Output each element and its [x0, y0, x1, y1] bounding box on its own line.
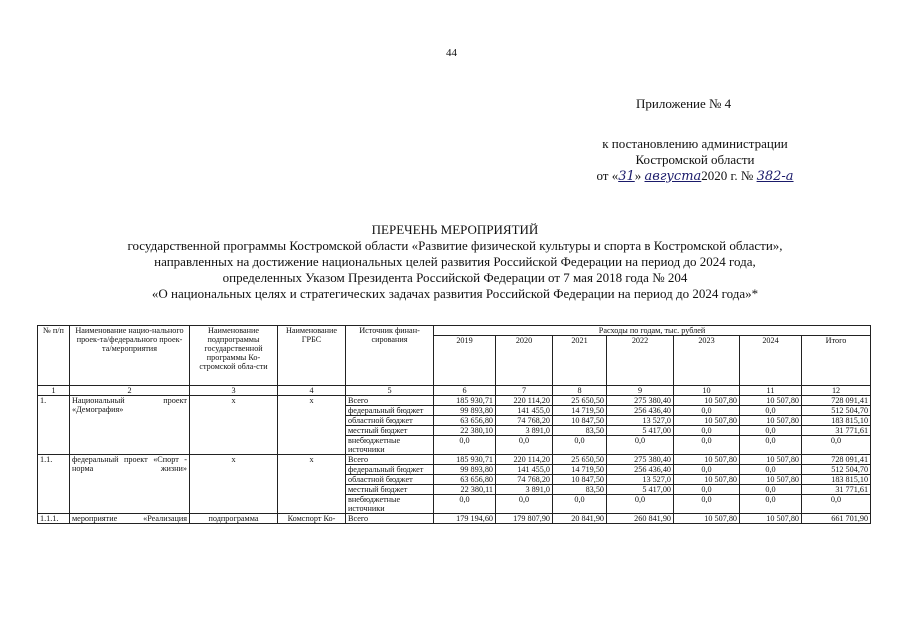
handwritten-day: 31 [618, 169, 635, 184]
total-value: 0,0 [802, 436, 871, 455]
funding-source: местный бюджет [346, 426, 434, 436]
year-value: 179 807,90 [496, 514, 553, 524]
year-value: 3 891,0 [496, 485, 553, 495]
header-year: 2023 [674, 336, 740, 386]
year-value: 10 507,80 [740, 514, 802, 524]
appendix-label: Приложение № 4 [636, 96, 732, 111]
year-value: 0,0 [740, 436, 802, 455]
year-value: 0,0 [740, 495, 802, 514]
measure-name: мероприятие «Реализация [70, 514, 190, 524]
total-value: 512 504,70 [802, 465, 871, 475]
subprogram-cell: подпрограмма [190, 514, 278, 524]
year-value: 0,0 [434, 436, 496, 455]
handwritten-number: 382-а [756, 169, 794, 184]
title-line-3: определенных Указом Президента Российской Федерации от 7 мая 2018 года № 204 [222, 270, 688, 285]
year-value: 275 380,40 [607, 396, 674, 406]
measures-table-container [37, 325, 870, 524]
year-value: 25 650,50 [553, 455, 607, 465]
measures-table [37, 325, 871, 524]
year-value: 0,0 [553, 436, 607, 455]
header-row-1 [38, 326, 871, 336]
grbs-cell: х [278, 455, 346, 514]
total-value: 728 091,41 [802, 396, 871, 406]
table-row [38, 396, 871, 406]
page-number: 44 [446, 47, 457, 59]
measure-name: Национальный проект «Демография» [70, 396, 190, 455]
grbs-cell: х [278, 396, 346, 455]
year-value: 13 527,0 [607, 416, 674, 426]
total-value: 0,0 [802, 495, 871, 514]
column-index: 11 [740, 386, 802, 396]
total-value: 31 771,61 [802, 485, 871, 495]
document-title [40, 222, 870, 302]
year-value: 14 719,50 [553, 406, 607, 416]
year-value: 185 930,71 [434, 396, 496, 406]
year-value: 20 841,90 [553, 514, 607, 524]
year-value: 0,0 [553, 495, 607, 514]
column-index: 4 [278, 386, 346, 396]
header-expenses: Расходы по годам, тыс. рублей [434, 326, 871, 336]
year-value: 10 507,80 [674, 475, 740, 485]
year-value: 10 507,80 [740, 416, 802, 426]
year-value: 13 527,0 [607, 475, 674, 485]
total-value: 728 091,41 [802, 455, 871, 465]
column-index: 9 [607, 386, 674, 396]
column-index-row [38, 386, 871, 396]
title-line-2: направленных на достижение национальных целей развития Российской Федерации на период до 2024 года, [154, 254, 756, 269]
subprogram-cell: х [190, 396, 278, 455]
funding-source: внебюджетные источники [346, 436, 434, 455]
year-value: 83,50 [553, 485, 607, 495]
year-value: 0,0 [740, 406, 802, 416]
year-value: 0,0 [434, 495, 496, 514]
year-value: 0,0 [740, 426, 802, 436]
year-value: 179 194,60 [434, 514, 496, 524]
year-value: 0,0 [674, 406, 740, 416]
header-num: № п/п [38, 326, 70, 386]
year-value: 10 507,80 [674, 396, 740, 406]
year-value: 0,0 [674, 465, 740, 475]
year-value: 220 114,20 [496, 396, 553, 406]
grbs-cell: Комспорт Ко- [278, 514, 346, 524]
total-value: 512 504,70 [802, 406, 871, 416]
column-index: 10 [674, 386, 740, 396]
year-value: 10 847,50 [553, 475, 607, 485]
column-index: 6 [434, 386, 496, 396]
resolution-date [560, 168, 830, 185]
year-value: 5 417,00 [607, 485, 674, 495]
total-value: 183 815,10 [802, 416, 871, 426]
total-value: 183 815,10 [802, 475, 871, 485]
year-value: 220 114,20 [496, 455, 553, 465]
total-value: 31 771,61 [802, 426, 871, 436]
year-value: 0,0 [496, 495, 553, 514]
header-source: Источник финан-сирования [346, 326, 434, 386]
title-line-4: «О национальных целях и стратегических задачах развития Российской Федерации на период до 2024 года»* [151, 286, 759, 301]
year-value: 25 650,50 [553, 396, 607, 406]
year-value: 10 507,80 [674, 455, 740, 465]
funding-source: Всего [346, 455, 434, 465]
resolution-block [560, 136, 830, 185]
header-name: Наименование нацио-нального проек-та/федерального проек-та/мероприятия [70, 326, 190, 386]
table-body [38, 386, 871, 524]
year-value: 22 380,10 [434, 426, 496, 436]
year-value: 0,0 [740, 465, 802, 475]
column-index: 7 [496, 386, 553, 396]
year-value: 5 417,00 [607, 426, 674, 436]
year-value: 10 507,80 [740, 396, 802, 406]
funding-source: внебюджетные источники [346, 495, 434, 514]
funding-source: федеральный бюджет [346, 406, 434, 416]
year-value: 10 847,50 [553, 416, 607, 426]
column-index: 2 [70, 386, 190, 396]
header-year: 2022 [607, 336, 674, 386]
year-value: 141 455,0 [496, 465, 553, 475]
funding-source: местный бюджет [346, 485, 434, 495]
subprogram-cell: х [190, 455, 278, 514]
header-year: 2020 [496, 336, 553, 386]
row-number: 1.1.1. [38, 514, 70, 524]
funding-source: областной бюджет [346, 475, 434, 485]
funding-source: Всего [346, 514, 434, 524]
header-year: 2024 [740, 336, 802, 386]
header-year: 2021 [553, 336, 607, 386]
measure-name: федеральный проект «Спорт - норма жизни» [70, 455, 190, 514]
header-total: Итого [802, 336, 871, 386]
year-value: 3 891,0 [496, 426, 553, 436]
row-number: 1. [38, 396, 70, 455]
header-subprogram: Наименование подпрограммы государственной программы Ко-стромской обла-сти [190, 326, 278, 386]
resolution-line-2: Костромской области [635, 152, 755, 167]
year-value: 0,0 [496, 436, 553, 455]
year-value: 22 380,11 [434, 485, 496, 495]
column-index: 1 [38, 386, 70, 396]
year-value: 63 656,80 [434, 475, 496, 485]
year-value: 141 455,0 [496, 406, 553, 416]
year-value: 10 507,80 [674, 416, 740, 426]
year-value: 14 719,50 [553, 465, 607, 475]
year-value: 74 768,20 [496, 475, 553, 485]
column-index: 8 [553, 386, 607, 396]
year-value: 0,0 [674, 495, 740, 514]
year-value: 0,0 [674, 436, 740, 455]
title-line-1: государственной программы Костромской области «Развитие физической культуры и спорта в Костромской области», [127, 238, 783, 253]
resolution-line-1: к постановлению администрации [602, 136, 788, 151]
year-value: 0,0 [740, 485, 802, 495]
year-value: 10 507,80 [740, 455, 802, 465]
table-row [38, 514, 871, 524]
year-value: 99 893,80 [434, 465, 496, 475]
year-value: 275 380,40 [607, 455, 674, 465]
funding-source: Всего [346, 396, 434, 406]
header-grbs: Наименование ГРБС [278, 326, 346, 386]
date-prefix: от « [596, 168, 619, 183]
year-value: 10 507,80 [740, 475, 802, 485]
total-value: 661 701,90 [802, 514, 871, 524]
year-value: 256 436,40 [607, 465, 674, 475]
year-value: 260 841,90 [607, 514, 674, 524]
title-heading: ПЕРЕЧЕНЬ МЕРОПРИЯТИЙ [371, 222, 539, 237]
year-value: 0,0 [607, 436, 674, 455]
column-index: 12 [802, 386, 871, 396]
year-value: 63 656,80 [434, 416, 496, 426]
year-value: 10 507,80 [674, 514, 740, 524]
year-value: 83,50 [553, 426, 607, 436]
date-year: 2020 г. № [701, 168, 754, 183]
date-mid: » [634, 168, 642, 183]
row-number: 1.1. [38, 455, 70, 514]
funding-source: областной бюджет [346, 416, 434, 426]
handwritten-month: августа [644, 169, 702, 184]
funding-source: федеральный бюджет [346, 465, 434, 475]
column-index: 5 [346, 386, 434, 396]
column-index: 3 [190, 386, 278, 396]
year-value: 0,0 [607, 495, 674, 514]
year-value: 74 768,20 [496, 416, 553, 426]
year-value: 185 930,71 [434, 455, 496, 465]
year-value: 256 436,40 [607, 406, 674, 416]
year-value: 0,0 [674, 426, 740, 436]
header-year: 2019 [434, 336, 496, 386]
year-value: 0,0 [674, 485, 740, 495]
table-row [38, 455, 871, 465]
year-value: 99 893,80 [434, 406, 496, 416]
